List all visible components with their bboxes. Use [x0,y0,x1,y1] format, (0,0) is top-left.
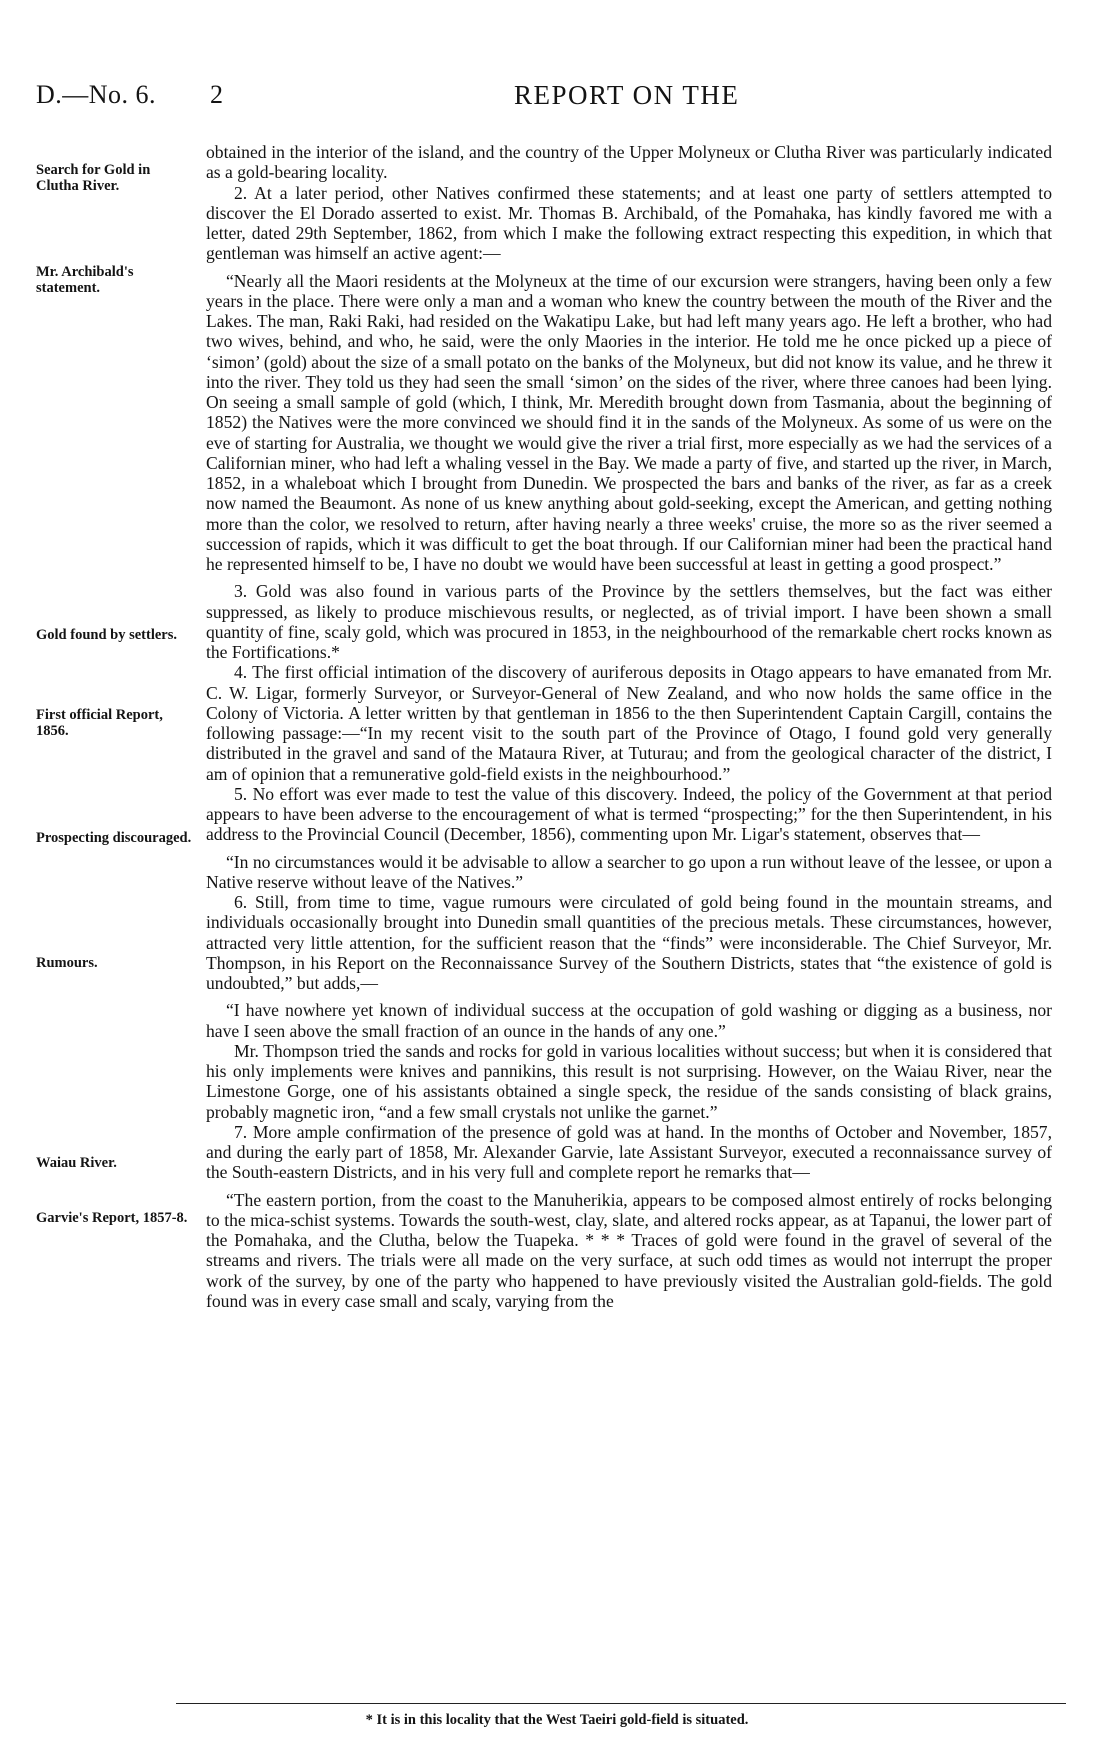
margin-note: Search for Gold in Clutha River. [36,162,151,194]
paragraph: 7. More ample confirmation of the presence of gold was at hand. In the months of October and November, 1857, and during the early part of 1858, Mr. Alexander Garvie, late Assistant Surveyor, executed a reconnaissance survey of the South-eastern Districts, and in his very full and complete report he remarks that— [206,1121,1052,1183]
paragraph: Mr. Thompson tried the sands and rocks for gold in various localities without success; but when it is considered that his only implements were knives and pannikins, this result is not surprising. However, on the Waiau River, near the Limestone Gorge, one of his assistants obtained a single speck, the residue of the sands consisting of black grains, probably magnetic iron, “and a few small crystals not unlike the garnet.” [206,1040,1052,1122]
quoted-paragraph: “In no circumstances would it be advisable to allow a searcher to go upon a run without leave of the lessee, or upon a Native reserve without leave of the Natives.” [206,851,1052,892]
footnote-divider [176,1703,1066,1704]
paragraph: 4. The first official intimation of the discovery of auriferous deposits in Otago appears to have emanated from Mr. C. W. Ligar, formerly Surveyor, or Surveyor-General of New Zealand, and who now holds the same office in the Colony of Victoria. A letter written by that gentleman in 1856 to the then Superintendent Captain Cargill, contains the following passage:—“In my recent visit to the south part of the Province of Otago, I found gold very generally distributed in the gravel and sand of the Mataura River, at Tuturau; and from the geological character of the district, I am of opinion that a remunerative gold-field exists in the neighbourhood.” [206,662,1052,784]
body-text [206,142,1052,1311]
quoted-paragraph: “I have nowhere yet known of individual success at the occupation of gold washing or digging as a business, nor have I seen above the small fraction of an ounce in the hands of any one.” [206,1000,1052,1041]
paragraph: 5. No effort was ever made to test the value of this discovery. Indeed, the policy of the Government at that period appears to have been adverse to the encouragement of what is termed “prospecting;” for the then Superintendent, in his address to the Provincial Council (December, 1856), commenting upon Mr. Ligar's statement, observes that— [206,783,1052,845]
margin-note: Waiau River. [36,1155,117,1171]
quoted-paragraph: “Nearly all the Maori residents at the Molyneux at the time of our excursion were strangers, having been only a few years in the place. There were only a man and a woman who knew the country between the mouth of the River and the Lakes. The man, Raki Raki, had resided on the Wakatipu Lake, but had left many years ago. He left a brother, who had two wives, behind, and who, he said, were the only Maories in the interior. He told me he once picked up a piece of ‘simon’ (gold) about the size of a small potato on the banks of the Molyneux, but did not know its value, and he threw it into the river. They told us they had seen the small ‘simon’ on the sides of the river, where three canoes had been lying. On seeing a small sample of gold (which, I think, Mr. Meredith brought down from Tasmania, about the beginning of 1852) the Natives were the more convinced we should find it in the sands of the Molyneux. As some of us were on the eve of starting for Australia, we thought we would give the river a trial first, more especially as we had the services of a Californian miner, who had left a whaling vessel in the Bay. We made a party of five, and started up the river, in March, 1852, in a whaleboat which I brought from Dunedin. We prospected the bars and banks of the river, as far as a creek now named the Beaumont. As none of us knew anything about gold-seeking, except the American, and getting nothing more than the color, we resolved to return, after having nearly a three weeks' cruise, the more so as the river seemed a succession of rapids, which it was difficult to get the boat through. If our Californian miner had been the practical hand he represented himself to be, I have no doubt we would have been successful at least in getting a good prospect.” [206,270,1052,574]
margin-note: Gold found by settlers. [36,627,177,643]
page-number: 2 [210,80,223,109]
margin-note: Mr. Archibald's statement. [36,264,134,296]
margin-note: First official Report, 1856. [36,707,163,739]
document-number: D.—No. 6. [36,80,157,109]
paragraph: 3. Gold was also found in various parts of the Province by the settlers themselves, but the fact was either suppressed, as likely to produce mischievous results, or neglected, as of trivial import. I have been shown a small quantity of fine, scaly gold, which was procured in 1853, in the neighbourhood of the remarkable chert rocks known as the Fortifications.* [206,581,1052,662]
paragraph: 2. At a later period, other Natives confirmed these statements; and at least one party of settlers attempted to discover the El Dorado asserted to exist. Mr. Thomas B. Archibald, of the Pomahaka, has kindly favored me with a letter, dated 29th September, 1862, from which I make the following extract respecting this expedition, in which that gentleman was himself an active agent:— [206,182,1052,264]
page-header [36,80,1078,120]
quoted-paragraph: “The eastern portion, from the coast to the Manuherikia, appears to be composed almost entirely of rocks belonging to the mica-schist systems. Towards the south-west, clay, slate, and altered rocks appear, as at Tapanui, the lower part of the Pomahaka, and the Clutha, below the Tuapeka. * * * Traces of gold were found in the gravel of several of the streams and rivers. The trials were all made on the very surface, at such odd times as would not interrupt the proper work of the survey, by one of the party who happened to have previously visited the Australian gold-fields. The gold found was in every case small and scaly, varying from the [206,1189,1052,1311]
margin-note: Prospecting discouraged. [36,830,192,846]
margin-note: Garvie's Report, 1857-8. [36,1210,188,1226]
footnote: * It is in this locality that the West Taeiri gold-field is situated. [365,1712,749,1728]
paragraph: 6. Still, from time to time, vague rumours were circulated of gold being found in the mountain streams, and individuals occasionally brought into Dunedin small quantities of the precious metals. These circumstances, however, attracted very little attention, for the sufficient reason that the “finds” were inconsiderable. The Chief Surveyor, Mr. Thompson, in his Report on the Reconnaissance Survey of the Southern Districts, states that “the existence of gold is undoubted,” but adds,— [206,892,1052,993]
paragraph: obtained in the interior of the island, and the country of the Upper Molyneux or Clutha River was particularly indicated as a gold-bearing locality. [206,142,1052,183]
margin-note: Rumours. [36,955,98,971]
running-title: REPORT ON THE [514,80,740,110]
